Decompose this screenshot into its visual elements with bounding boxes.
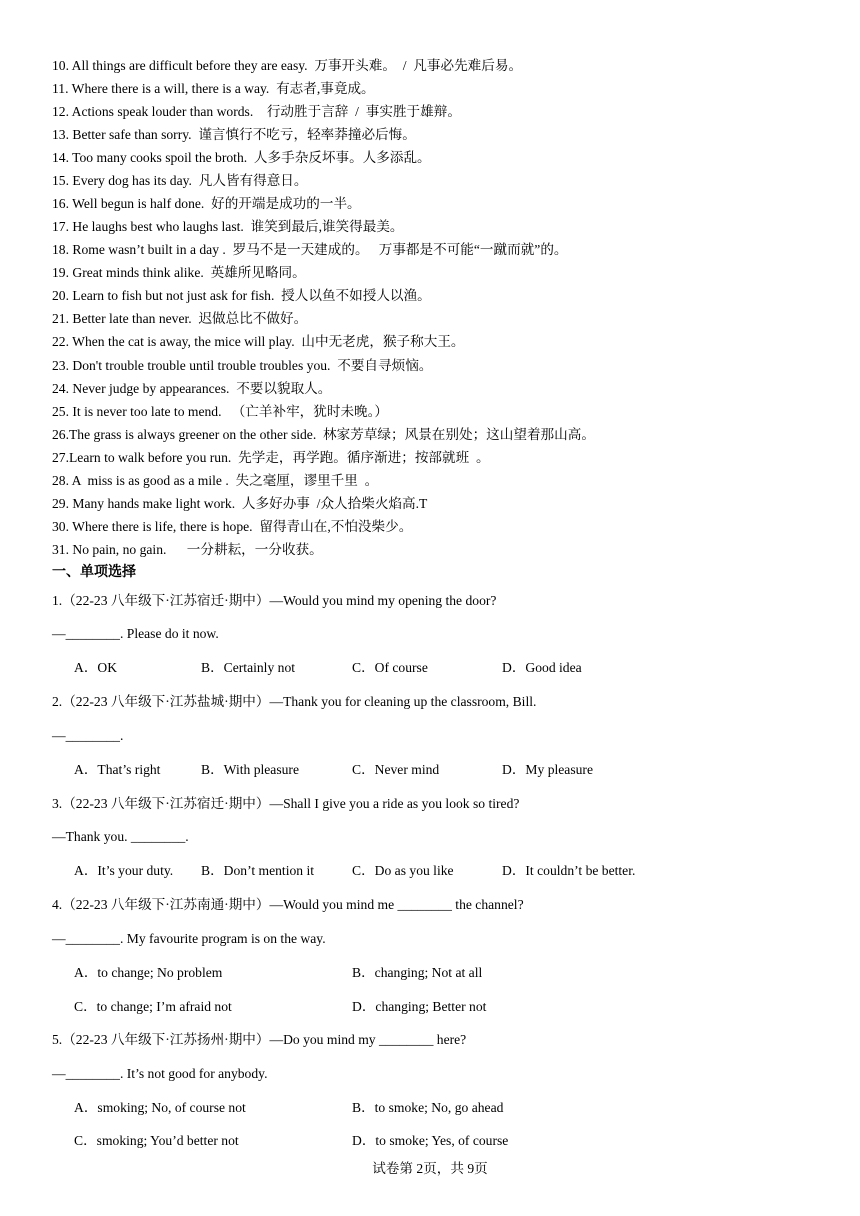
proverb-line: 15. Every dog has its day. 凡人皆有得意日。 (52, 173, 308, 188)
proverb-line: 29. Many hands make light work. 人多好办事 /众人拾柴火焰高.T (52, 496, 428, 511)
proverb-line: 25. It is never too late to mend. （亡羊补牢，犹时未晚。） (52, 404, 389, 419)
option-d[interactable]: D．My pleasure (502, 762, 593, 777)
proverb-line: 28. A miss is as good as a mile . 失之毫厘，谬里千里 。 (52, 473, 379, 488)
option-c[interactable]: C．to change; I’m afraid not (74, 999, 232, 1014)
option-c[interactable]: C．smoking; You’d better not (74, 1133, 239, 1148)
option-a[interactable]: A．OK (74, 660, 118, 675)
answer-line: —________. It’s not good for anybody. (52, 1066, 268, 1081)
option-a[interactable]: A．It’s your duty. (74, 863, 174, 878)
proverb-line: 18. Rome wasn’t built in a day . 罗马不是一天建成的。 万事都是不可能“一蹴而就”的。 (52, 242, 568, 257)
proverb-line: 12. Actions speak louder than words. 行动胜于言辞 / 事实胜于雄辩。 (52, 104, 461, 119)
option-b[interactable]: B．Certainly not (201, 660, 296, 675)
option-c[interactable]: C．Of course (352, 660, 428, 675)
answer-line: —________. My favourite program is on the way. (52, 931, 326, 946)
proverb-line: 20. Learn to fish but not just ask for fish. 授人以鱼不如授人以渔。 (52, 288, 431, 303)
proverb-line: 23. Don't trouble trouble until trouble troubles you. 不要自寻烦恼。 (52, 358, 433, 373)
option-d[interactable]: D．It couldn’t be better. (502, 863, 636, 878)
proverb-line: 16. Well begun is half done. 好的开端是成功的一半。 (52, 196, 361, 211)
option-b[interactable]: B．With pleasure (201, 762, 299, 777)
proverb-line: 21. Better late than never. 迟做总比不做好。 (52, 311, 308, 326)
question-stem: 2.（22-23 八年级下·江苏盐城·期中）—Thank you for cleaning up the classroom, Bill. (52, 694, 537, 709)
question-stem: 1.（22-23 八年级下·江苏宿迁·期中）—Would you mind my opening the door? (52, 593, 497, 608)
proverb-line: 19. Great minds think alike. 英雄所见略同。 (52, 265, 306, 280)
proverb-line: 11. Where there is a will, there is a way. 有志者,事竟成。 (52, 81, 375, 96)
proverb-line: 17. He laughs best who laughs last. 谁笑到最后,谁笑得最美。 (52, 219, 404, 234)
option-a[interactable]: A．to change; No problem (74, 965, 223, 980)
option-c[interactable]: C．Do as you like (352, 863, 454, 878)
question-stem: 5.（22-23 八年级下·江苏扬州·期中）—Do you mind my ________ here? (52, 1032, 467, 1047)
question-stem: 4.（22-23 八年级下·江苏南通·期中）—Would you mind me ________ the channel? (52, 897, 524, 912)
proverb-line: 26.The grass is always greener on the other side. 林家芳草绿；风景在别处；这山望着那山高。 (52, 427, 595, 442)
option-d[interactable]: D．to smoke; Yes, of course (352, 1133, 509, 1148)
option-b[interactable]: B．Don’t mention it (201, 863, 315, 878)
option-c[interactable]: C．Never mind (352, 762, 440, 777)
option-a[interactable]: A．smoking; No, of course not (74, 1100, 246, 1115)
proverb-line: 13. Better safe than sorry. 谨言慎行不吃亏，轻率莽撞必后悔。 (52, 127, 416, 142)
proverb-line: 24. Never judge by appearances. 不要以貌取人。 (52, 381, 332, 396)
section-heading: 一、单项选择 (52, 564, 136, 580)
option-b[interactable]: B．changing; Not at all (352, 965, 483, 980)
option-a[interactable]: A．That’s right (74, 762, 161, 777)
answer-line: —________. Please do it now. (52, 626, 219, 641)
answer-line: —________. (52, 728, 124, 743)
answer-line: —Thank you. ________. (52, 829, 189, 844)
page-footer: 试卷第 2页，共 9页 (372, 1161, 488, 1176)
option-d[interactable]: D．changing; Better not (352, 999, 487, 1014)
proverb-line: 30. Where there is life, there is hope. 留得青山在,不怕没柴少。 (52, 519, 413, 534)
option-b[interactable]: B．to smoke; No, go ahead (352, 1100, 504, 1115)
proverb-line: 14. Too many cooks spoil the broth. 人多手杂反坏事。人多添乱。 (52, 150, 431, 165)
question-stem: 3.（22-23 八年级下·江苏宿迁·期中）—Shall I give you a ride as you look so tired? (52, 796, 520, 811)
proverb-line: 22. When the cat is away, the mice will play. 山中无老虎，猴子称大王。 (52, 334, 465, 349)
option-d[interactable]: D．Good idea (502, 660, 582, 675)
proverb-line: 10. All things are difficult before they are easy. 万事开头难。 / 凡事必先难后易。 (52, 58, 523, 73)
proverb-line: 31. No pain, no gain. 一分耕耘，一分收获。 (52, 542, 323, 557)
proverb-line: 27.Learn to walk before you run. 先学走，再学跑。循序渐进；按部就班 。 (52, 450, 490, 465)
